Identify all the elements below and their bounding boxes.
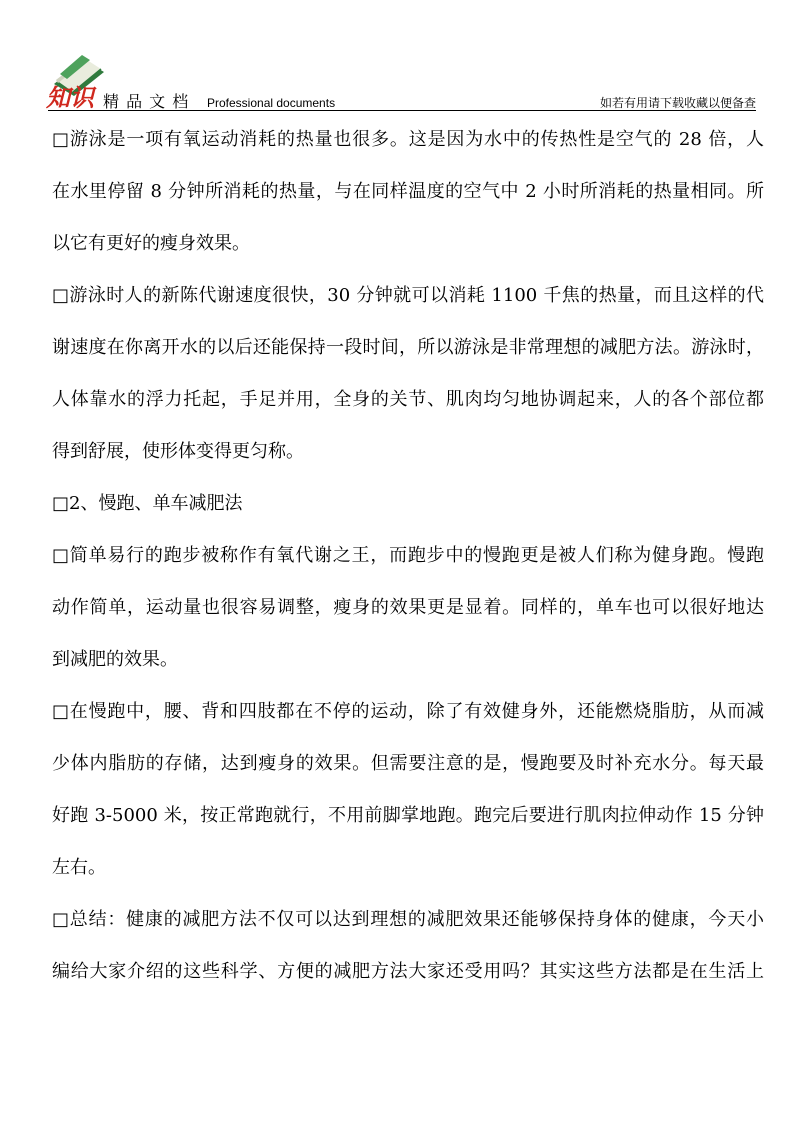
paragraph-line: 谢速度在你离开水的以后还能保持一段时间，所以游泳是非常理想的减肥方法。游泳时， [52,337,764,358]
logo-text: 知识 [46,83,94,110]
document-body [52,114,764,998]
section-heading [52,478,764,530]
page-header [0,0,794,112]
paragraph-line: 以它有更好的瘦身效果。 [52,233,250,254]
paragraph-line: 好跑 3-5000 米，按正常跑就行，不用前脚掌地跑。跑完后要进行肌肉拉伸动作 15 分钟 [52,805,764,826]
paragraph [52,686,764,894]
paragraph-line: □2、慢跑、单车减肥法 [52,493,243,514]
paragraph-line: □游泳是一项有氧运动消耗的热量也很多。这是因为水中的传热性是空气的 28 倍，人 [52,129,764,150]
paragraph-line: □游泳时人的新陈代谢速度很快，30 分钟就可以消耗 1100 千焦的热量，而且这样的代 [52,285,764,306]
paragraph [52,894,764,998]
paragraph-line: 左右。 [52,857,106,878]
logo [44,50,108,110]
paragraph-line: □总结：健康的减肥方法不仅可以达到理想的减肥效果还能够保持身体的健康，今天小 [52,909,764,930]
paragraph [52,114,764,270]
paragraph-line: 得到舒展，使形体变得更匀称。 [52,441,304,462]
header-note: 如若有用请下载收藏以便备查 [599,96,756,110]
paragraph-line: 在水里停留 8 分钟所消耗的热量，与在同样温度的空气中 2 小时所消耗的热量相同。所 [52,181,764,202]
paragraph-line: 人体靠水的浮力托起，手足并用，全身的关节、肌肉均匀地协调起来，人的各个部位都 [52,389,764,410]
paragraph-line: 到减肥的效果。 [52,649,178,670]
paragraph-line: 动作简单，运动量也很容易调整，瘦身的效果更是显着。同样的，单车也可以很好地达 [52,597,764,618]
paragraph-line: □简单易行的跑步被称作有氧代谢之王，而跑步中的慢跑更是被人们称为健身跑。慢跑 [52,545,764,566]
header-title: 精 品 文 档 [103,92,190,111]
paragraph-line: 少体内脂肪的存储，达到瘦身的效果。但需要注意的是，慢跑要及时补充水分。每天最 [52,753,764,774]
paragraph-line: □在慢跑中，腰、背和四肢都在不停的运动，除了有效健身外，还能燃烧脂肪，从而减 [52,701,764,722]
paragraph-line: 编给大家介绍的这些科学、方便的减肥方法大家还受用吗？其实这些方法都是在生活上 [52,961,764,982]
paragraph [52,270,764,478]
header-subtitle: Professional documents [207,96,336,110]
header-divider [48,110,756,111]
paragraph [52,530,764,686]
